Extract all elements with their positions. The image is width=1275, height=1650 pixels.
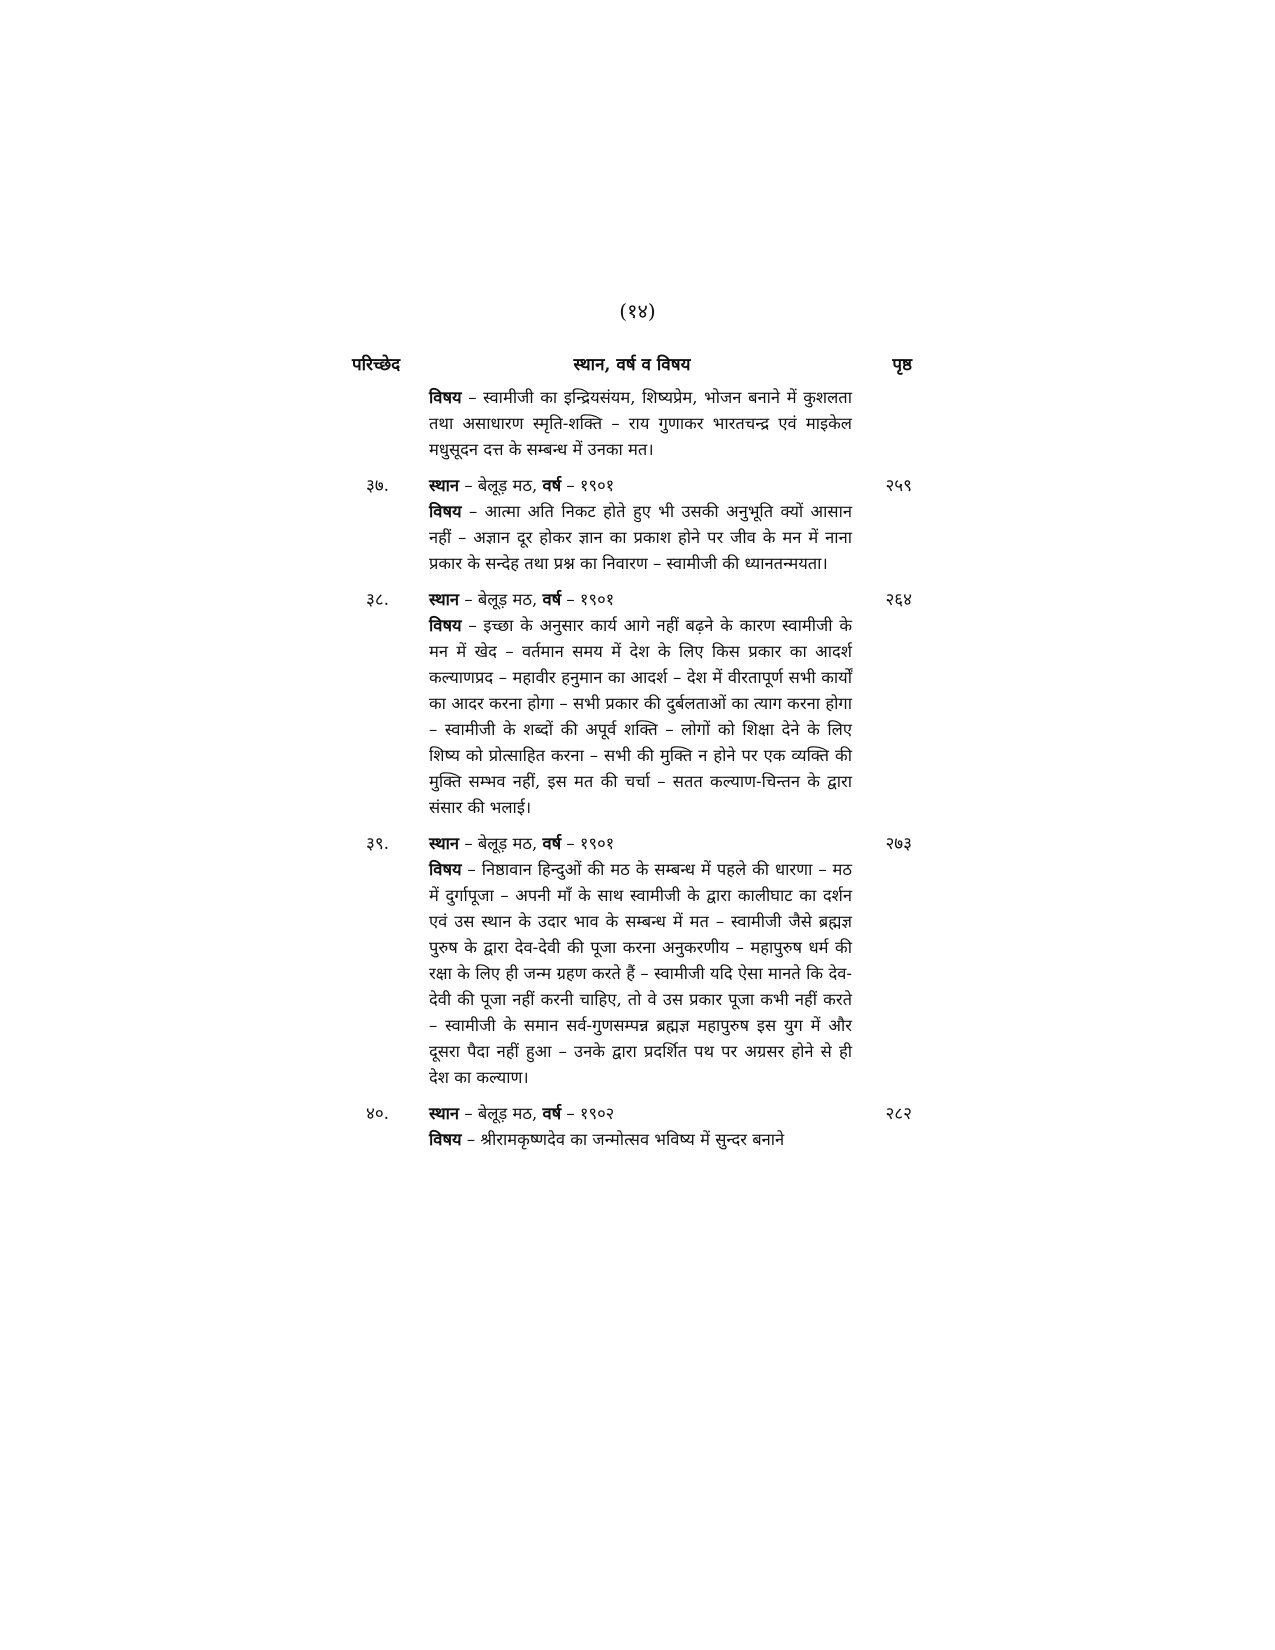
place-line bbox=[429, 473, 852, 499]
place-line bbox=[429, 831, 852, 857]
entry-body bbox=[429, 587, 852, 821]
chapter-number: ३८. bbox=[366, 590, 390, 610]
year-label: वर्ष bbox=[542, 1104, 562, 1123]
place-label: स्थान bbox=[429, 1104, 460, 1123]
subject-text: – श्रीरामकृष्णदेव का जन्मोत्सव भविष्य में सुन्दर बनाने bbox=[466, 1130, 785, 1149]
subject-line bbox=[429, 1127, 852, 1153]
year-text: – १९०२ bbox=[566, 1104, 615, 1123]
subject-label: विषय bbox=[429, 1130, 462, 1149]
entry-body bbox=[429, 1101, 852, 1153]
entry-38 bbox=[352, 587, 912, 821]
chapter-number: ४०. bbox=[366, 1104, 390, 1124]
page-ref: २६४ bbox=[885, 590, 912, 610]
year-label: वर्ष bbox=[542, 834, 562, 853]
subject-text: – स्वामीजी का इन्द्रियसंयम, शिष्यप्रेम, भोजन बनाने में कुशलता तथा असाधारण स्मृति-शक्ति – राय गुणाकर भारतचन्द्र एवं माइकेल मधुसूदन दत्त के सम्बन्ध में उनका मत। bbox=[429, 388, 852, 459]
header-place-year-subject: स्थान, वर्ष व विषय bbox=[573, 355, 691, 375]
chapter-number: ३७. bbox=[366, 476, 390, 496]
subject-line bbox=[429, 499, 852, 577]
place-line bbox=[429, 587, 852, 613]
entry-body bbox=[429, 385, 852, 463]
subject-line bbox=[429, 613, 852, 821]
place-text: – बेलूड़ मठ, bbox=[464, 590, 538, 609]
page-number: (१४) bbox=[619, 299, 656, 323]
subject-text: – इच्छा के अनुसार कार्य आगे नहीं बढ़ने के कारण स्वामीजी के मन में खेद – वर्तमान समय में देश के लिए किस प्रकार का आदर्श कल्याणप्रद – महावीर हनुमान का आदर्श – देश में वीरतापूर्ण सभी कार्यों का आदर करना होगा – सभी प्रकार की दुर्बलताओं का त्याग करना होगा – स्वामीजी के शब्दों की अपूर्व शक्ति – लोगों को शिक्षा देने के लिए शिष्य को प्रोत्साहित करना – सभी की मुक्ति न होने पर एक व्यक्ति की मुक्ति सम्भव नहीं, इस मत की चर्चा – सतत कल्याण-चिन्तन के द्वारा संसार की भलाई। bbox=[429, 616, 852, 817]
entry-40 bbox=[352, 1101, 912, 1153]
table-header bbox=[352, 352, 912, 382]
subject-label: विषय bbox=[429, 860, 462, 879]
place-text: – बेलूड़ मठ, bbox=[464, 834, 538, 853]
subject-label: विषय bbox=[429, 616, 462, 635]
header-page: पृष्ठ bbox=[892, 355, 912, 375]
entry-37 bbox=[352, 473, 912, 577]
year-text: – १९०१ bbox=[566, 834, 615, 853]
entry-39 bbox=[352, 831, 912, 1091]
subject-line bbox=[429, 385, 852, 463]
page-ref: २७३ bbox=[885, 834, 912, 854]
subject-text: – निष्ठावान हिन्दुओं की मठ के सम्बन्ध में पहले की धारणा – मठ में दुर्गापूजा – अपनी माँ के साथ स्वामीजी के द्वारा कालीघाट का दर्शन एवं उस स्थान के उदार भाव के सम्बन्ध में मत – स्वामीजी जैसे ब्रह्मज्ञ पुरुष के द्वारा देव-देवी की पूजा करना अनुकरणीय – महापुरुष धर्म की रक्षा के लिए ही जन्म ग्रहण करते हैं – स्वामीजी यदि ऐसा मानते कि देव-देवी की पूजा नहीं करनी चाहिए, तो वे उस प्रकार पूजा कभी नहीं करते – स्वामीजी के समान सर्व-गुणसम्पन्न ब्रह्मज्ञ महापुरुष इस युग में और दूसरा पैदा नहीं हुआ – उनके द्वारा प्रदर्शित पथ पर अग्रसर होने से ही देश का कल्याण। bbox=[429, 860, 852, 1087]
entry-body bbox=[429, 473, 852, 577]
subject-label: विषय bbox=[429, 502, 462, 521]
place-text: – बेलूड़ मठ, bbox=[464, 476, 538, 495]
page-ref: २५९ bbox=[885, 476, 912, 496]
year-label: वर्ष bbox=[542, 590, 562, 609]
page-ref: २८२ bbox=[885, 1104, 912, 1124]
chapter-number: ३९. bbox=[366, 834, 390, 854]
year-label: वर्ष bbox=[542, 476, 562, 495]
entry-body bbox=[429, 831, 852, 1091]
header-chapter: परिच्छेद bbox=[352, 355, 401, 375]
place-label: स्थान bbox=[429, 834, 460, 853]
place-label: स्थान bbox=[429, 476, 460, 495]
subject-label: विषय bbox=[429, 388, 462, 407]
place-text: – बेलूड़ मठ, bbox=[464, 1104, 538, 1123]
entry-continued bbox=[352, 385, 912, 463]
year-text: – १९०१ bbox=[566, 590, 615, 609]
subject-line bbox=[429, 857, 852, 1091]
place-line bbox=[429, 1101, 852, 1127]
year-text: – १९०१ bbox=[566, 476, 615, 495]
place-label: स्थान bbox=[429, 590, 460, 609]
contents-list bbox=[352, 385, 912, 1163]
subject-text: – आत्मा अति निकट होते हुए भी उसकी अनुभूति क्यों आसान नहीं – अज्ञान दूर होकर ज्ञान का प्रकाश होने पर जीव के मन में नाना प्रकार के सन्देह तथा प्रश्न का निवारण – स्वामीजी की ध्यानतन्मयता। bbox=[429, 502, 853, 573]
